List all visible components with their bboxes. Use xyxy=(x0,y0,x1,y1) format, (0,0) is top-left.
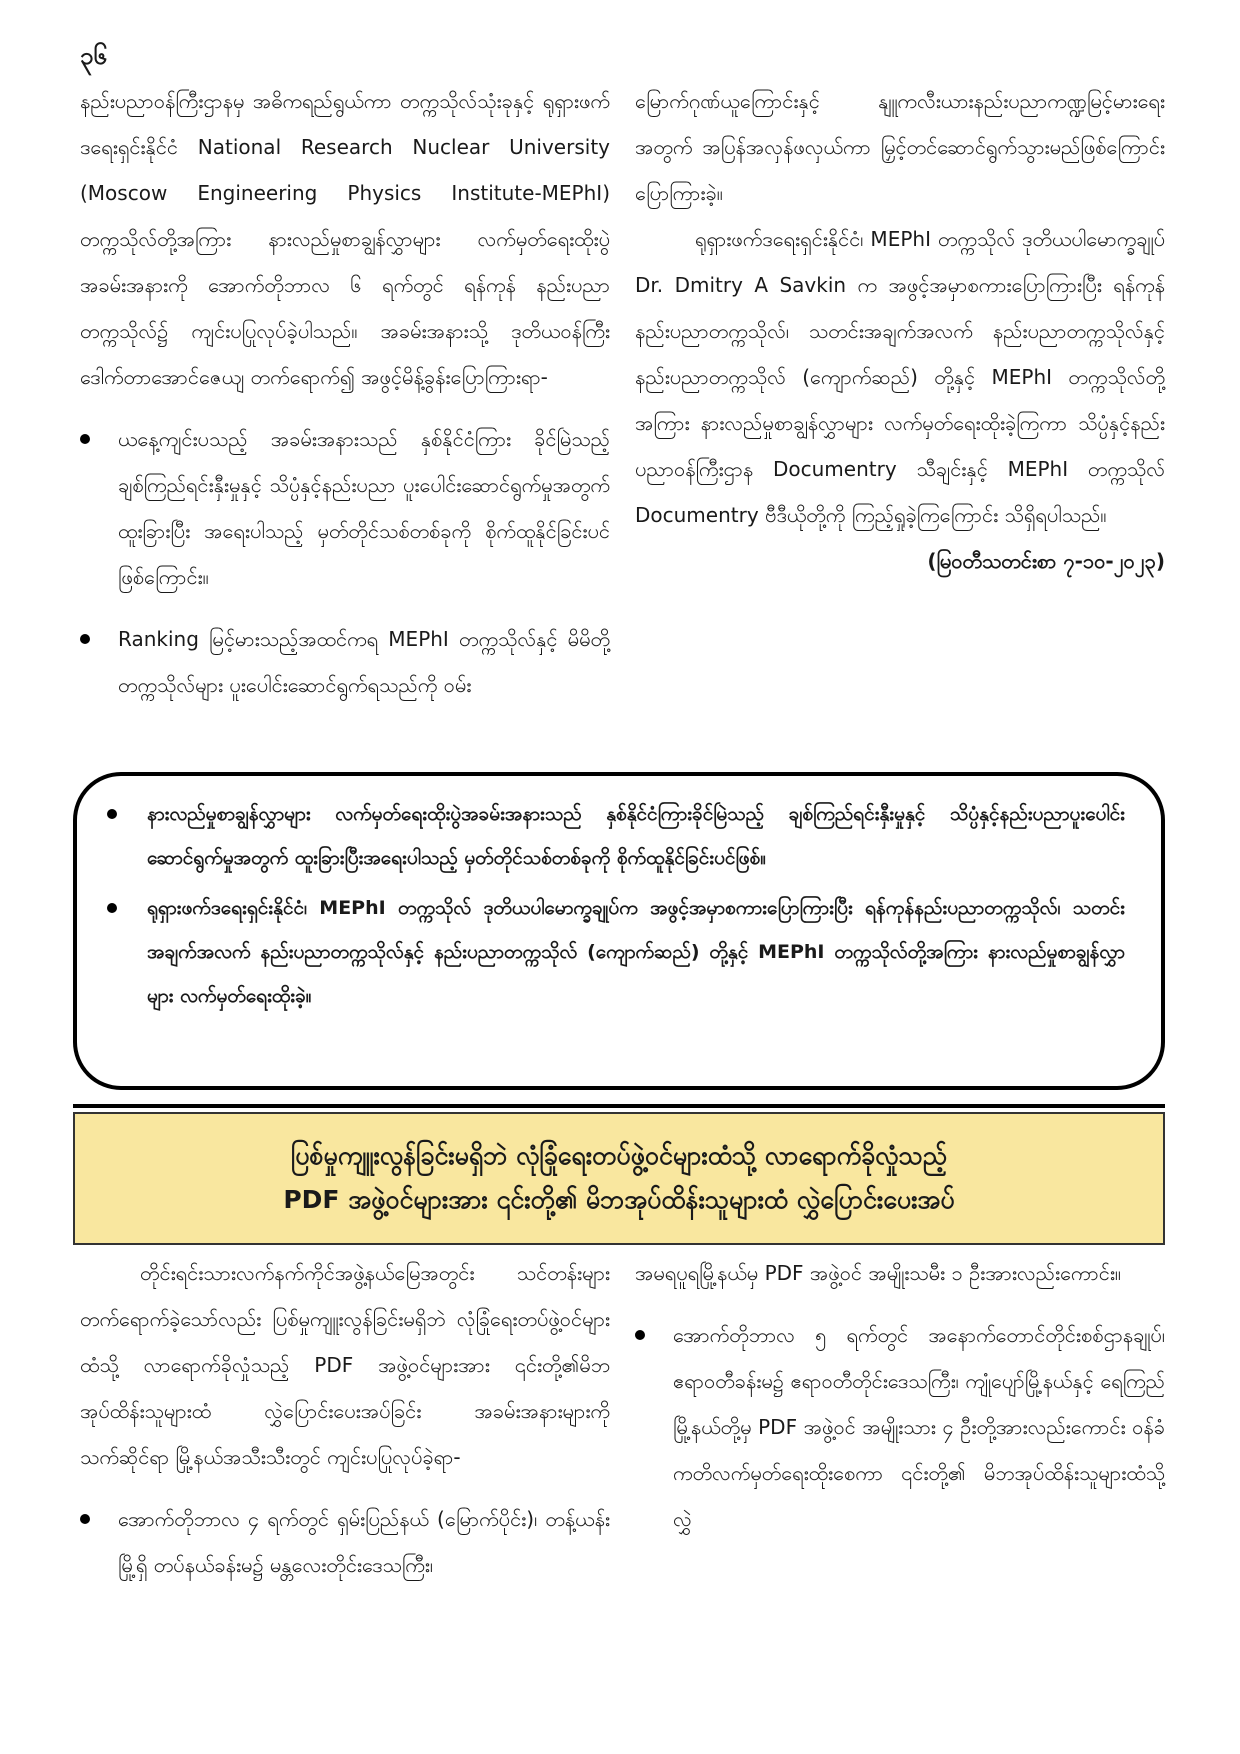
bullet-item: Ranking မြင့်မားသည့်အထင်ကရ MEPhI တက္ကသိုလ်နှင့် မိမိတို့တက္ကသိုလ်များ ပူးပေါင်းဆောင်ရွက်ရသည်ကို ဝမ်း xyxy=(80,616,610,708)
bullet-item: အောက်တိုဘာလ ၄ ရက်တွင် ရှမ်းပြည်နယ် (မြောက်ပိုင်း)၊ တန့်ယန်းမြို့ရှိ တပ်နယ်ခန်းမ၌ မန္တလေးတိုင်းဒေသကြီး၊ xyxy=(80,1496,610,1588)
headline-line: ပြစ်မှုကျူးလွန်ခြင်းမရှိဘဲ လုံခြုံရေးတပ်ဖွဲ့ဝင်များထံသို့ လာရောက်ခိုလှုံသည့် xyxy=(291,1141,947,1170)
summary-item: နားလည်မှုစာချွန်လွှာများ လက်မှတ်ရေးထိုးပွဲအခမ်းအနားသည် နှစ်နိုင်ငံကြားခိုင်မြဲသည့် ချစ်ကြည်ရင်းနှီးမှုနှင့် သိပ္ပံနှင့်နည်းပညာပူးပေါင်းဆောင်ရွက်မှုအတွက် ထူးခြားပြီးအရေးပါသည့် မှတ်တိုင်သစ်တစ်ခုကို စိုက်ထူနိုင်ခြင်းပင်ဖြစ်။ xyxy=(107,792,1125,880)
article-paragraph: အမရပူရမြို့နယ်မှ PDF အဖွဲ့ဝင် အမျိုးသမီး ၁ ဦးအားလည်းကောင်း။ xyxy=(635,1261,1121,1285)
bullet-item: ယနေ့ကျင်းပသည့် အခမ်းအနားသည် နှစ်နိုင်ငံကြား ခိုင်မြဲသည့် ချစ်ကြည်ရင်းနှီးမှုနှင့် သိပ္ပံနှင့်နည်းပညာ ပူးပေါင်းဆောင်ရွက်မှုအတွက် ထူးခြားပြီး အရေးပါသည့် မှတ်တိုင်သစ်တစ်ခုကို စိုက်ထူနိုင်ခြင်းပင်ဖြစ်ကြောင်း။ xyxy=(80,416,610,600)
article-column-top-left xyxy=(80,78,610,708)
summary-item: ရုရှားဖက်ဒရေးရှင်းနိုင်ငံ၊ MEPhI တက္ကသိုလ် ဒုတိယပါမောက္ခချုပ်က အဖွင့်အမှာစကားပြောကြားပြီး ရန်ကုန်နည်းပညာတက္ကသိုလ်၊ သတင်းအချက်အလက် နည်းပညာတက္ကသိုလ်နှင့် နည်းပညာတက္ကသိုလ် (ကျောက်ဆည်) တို့နှင့် MEPhI တက္ကသိုလ်တို့အကြား နားလည်မှုစာချွန်လွှာများ လက်မှတ်ရေးထိုးခဲ့။ xyxy=(107,886,1125,1018)
headline-line: PDF အဖွဲ့ဝင်များအား ၎င်းတို့၏ မိဘအုပ်ထိန်းသူများထံ လွှဲပြောင်းပေးအပ် xyxy=(283,1185,955,1214)
bullet-list xyxy=(635,1312,1165,1542)
article-column-top-right xyxy=(635,78,1165,584)
summary-list xyxy=(107,792,1125,1018)
article-paragraph: နည်းပညာဝန်ကြီးဌာနမှ အဓိကရည်ရွယ်ကာ တက္ကသိုလ်သုံးခုနှင့် ရုရှားဖက်ဒရေးရှင်းနိုင်ငံ National Research Nuclear University (Moscow Engineering Physics Institute-MEPhI) တက္ကသိုလ်တို့အကြား နားလည်မှုစာချွန်လွှာများ လက်မှတ်ရေးထိုးပွဲအခမ်းအနားကို အောက်တိုဘာလ ၆ ရက်တွင် ရန်ကုန် နည်းပညာတက္ကသိုလ်၌ ကျင်းပပြုလုပ်ခဲ့ပါသည်။ အခမ်းအနားသို့ ဒုတိယဝန်ကြီး ဒေါက်တာအောင်ဇေယျ တက်ရောက်၍ အဖွင့်မိန့်ခွန်းပြောကြားရာ- xyxy=(80,89,610,389)
article-paragraph: မြောက်ဂုဏ်ယူကြောင်းနှင့် နျူကလီးယားနည်းပညာကဏ္ဍမြင့်မားရေးအတွက် အပြန်အလှန်ဖလှယ်ကာ မြှင့်တင်ဆောင်ရွက်သွားမည်ဖြစ်ကြောင်း ပြောကြားခဲ့။ xyxy=(635,89,1165,205)
article-column-bottom-left xyxy=(80,1250,610,1588)
bullet-list xyxy=(80,416,610,708)
page-number: ၃၆ xyxy=(80,42,107,70)
summary-box xyxy=(73,772,1165,1090)
section-divider xyxy=(73,1104,1165,1108)
article-paragraph: တိုင်းရင်းသားလက်နက်ကိုင်အဖွဲ့နယ်မြေအတွင်း သင်တန်းများ တက်ရောက်ခဲ့သော်လည်း ပြစ်မှုကျူးလွန်ခြင်းမရှိဘဲ လုံခြုံရေးတပ်ဖွဲ့ဝင်များထံသို့ လာရောက်ခိုလှုံသည့် PDF အဖွဲ့ဝင်များအား ၎င်းတို့၏မိဘအုပ်ထိန်းသူများထံ လွှဲပြောင်းပေးအပ်ခြင်း အခမ်းအနားများကို သက်ဆိုင်ရာ မြို့နယ်အသီးသီးတွင် ကျင်းပပြုလုပ်ခဲ့ရာ- xyxy=(80,1261,610,1469)
article-paragraph: ရုရှားဖက်ဒရေးရှင်းနိုင်ငံ၊ MEPhI တက္ကသိုလ် ဒုတိယပါမောက္ခချုပ် Dr. Dmitry A Savkin က အဖွင့်အမှာစကားပြောကြားပြီး ရန်ကုန်နည်းပညာတက္ကသိုလ်၊ သတင်းအချက်အလက် နည်းပညာတက္ကသိုလ်နှင့် နည်းပညာတက္ကသိုလ် (ကျောက်ဆည်) တို့နှင့် MEPhI တက္ကသိုလ်တို့အကြား နားလည်မှုစာချွန်လွှာများ လက်မှတ်ရေးထိုးခဲ့ကြကာ သိပ္ပံနှင့်နည်းပညာဝန်ကြီးဌာန Documentry သီချင်းနှင့် MEPhI တက္ကသိုလ် Documentry ဗီဒီယိုတို့ကို ကြည့်ရှုခဲ့ကြကြောင်း သိရှိရပါသည်။ xyxy=(635,227,1165,527)
bullet-item: အောက်တိုဘာလ ၅ ရက်တွင် အနောက်တောင်တိုင်းစစ်ဌာနချုပ်၊ ဧရာဝတီခန်းမ၌ ဧရာဝတီတိုင်းဒေသကြီး၊ ကျုံပျော်မြို့နယ်နှင့် ရေကြည်မြို့နယ်တို့မှ PDF အဖွဲ့ဝင် အမျိုးသား ၄ ဦးတို့အားလည်းကောင်း ဝန်ခံကတိလက်မှတ်ရေးထိုးစေကာ ၎င်းတို့၏ မိဘအုပ်ထိန်းသူများထံသို့ လွှဲ xyxy=(635,1312,1165,1542)
bullet-list xyxy=(80,1496,610,1588)
headline-banner xyxy=(73,1112,1165,1245)
article-column-bottom-right xyxy=(635,1250,1165,1542)
source-citation: (မြဝတီသတင်းစာ ၇-၁၀-၂၀၂၃) xyxy=(927,549,1165,573)
